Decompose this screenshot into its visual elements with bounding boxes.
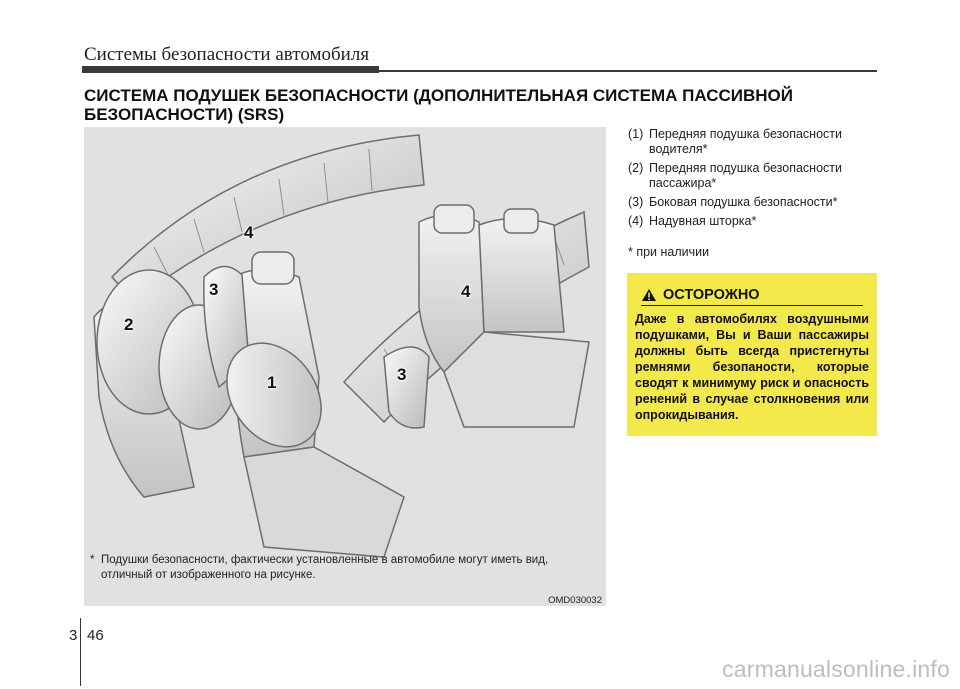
airbag-illustration — [84, 127, 606, 606]
figure-code: OMD030032 — [548, 595, 602, 606]
legend-item-number: (2) — [628, 161, 644, 175]
legend-footnote: * при наличии — [628, 245, 710, 259]
warning-triangle-icon — [641, 288, 657, 302]
legend-item-text: Надувная шторка* — [649, 214, 757, 228]
warning-text: Даже в автомобилях воздушными подушками, Вы и Ваши пассажиры должны быть всегда пристегнуты ремнями безопаности, которые сводят к минимуму риск и опасность ренений в случае столкновения или опрокидывания. — [635, 312, 869, 422]
page-number: 46 — [87, 627, 104, 644]
legend-item-number: (4) — [628, 214, 644, 228]
header-rule — [82, 66, 379, 73]
legend-item-number: (3) — [628, 195, 644, 209]
legend-item — [628, 127, 878, 157]
page-number-divider — [80, 618, 81, 686]
header-rule-thin — [379, 70, 877, 72]
callout-4-left: 4 — [244, 223, 254, 242]
warning-box — [627, 273, 877, 436]
car-interior-drawing — [84, 127, 606, 606]
chapter-number: 3 — [69, 627, 78, 644]
callout-1: 1 — [267, 373, 277, 392]
figure-note — [90, 553, 590, 583]
warning-title: ОСТОРОЖНО — [663, 287, 760, 303]
page-header-title: Системы безопасности автомобиля — [84, 44, 370, 65]
legend-item-text: Передняя подушка безопасности пассажира* — [649, 161, 842, 190]
legend-item-text: Боковая подушка безопасности* — [649, 195, 838, 209]
legend-item — [628, 161, 878, 191]
airbag-legend — [628, 127, 878, 260]
section-title: СИСТЕМА ПОДУШЕК БЕЗОПАСНОСТИ (ДОПОЛНИТЕЛЬНАЯ СИСТЕМА ПАССИВНОЙ БЕЗОПАСНОСТИ) (SRS) — [84, 86, 793, 124]
callout-2: 2 — [124, 315, 134, 334]
legend-item-number: (1) — [628, 127, 644, 141]
legend-item — [628, 195, 878, 210]
watermark: carmanualsonline.info — [722, 656, 950, 682]
callout-3-left: 3 — [209, 280, 219, 299]
figure-note-marker: * — [90, 554, 95, 566]
legend-item — [628, 214, 878, 229]
warning-header — [641, 285, 863, 306]
callout-3-right: 3 — [397, 365, 407, 384]
callout-4-right: 4 — [461, 282, 471, 301]
figure-note-text: Подушки безопасности, фактически установленные в автомобиле могут иметь вид, отличный от изображенного на рисунке. — [101, 554, 549, 581]
legend-item-text: Передняя подушка безопасности водителя* — [649, 127, 842, 156]
